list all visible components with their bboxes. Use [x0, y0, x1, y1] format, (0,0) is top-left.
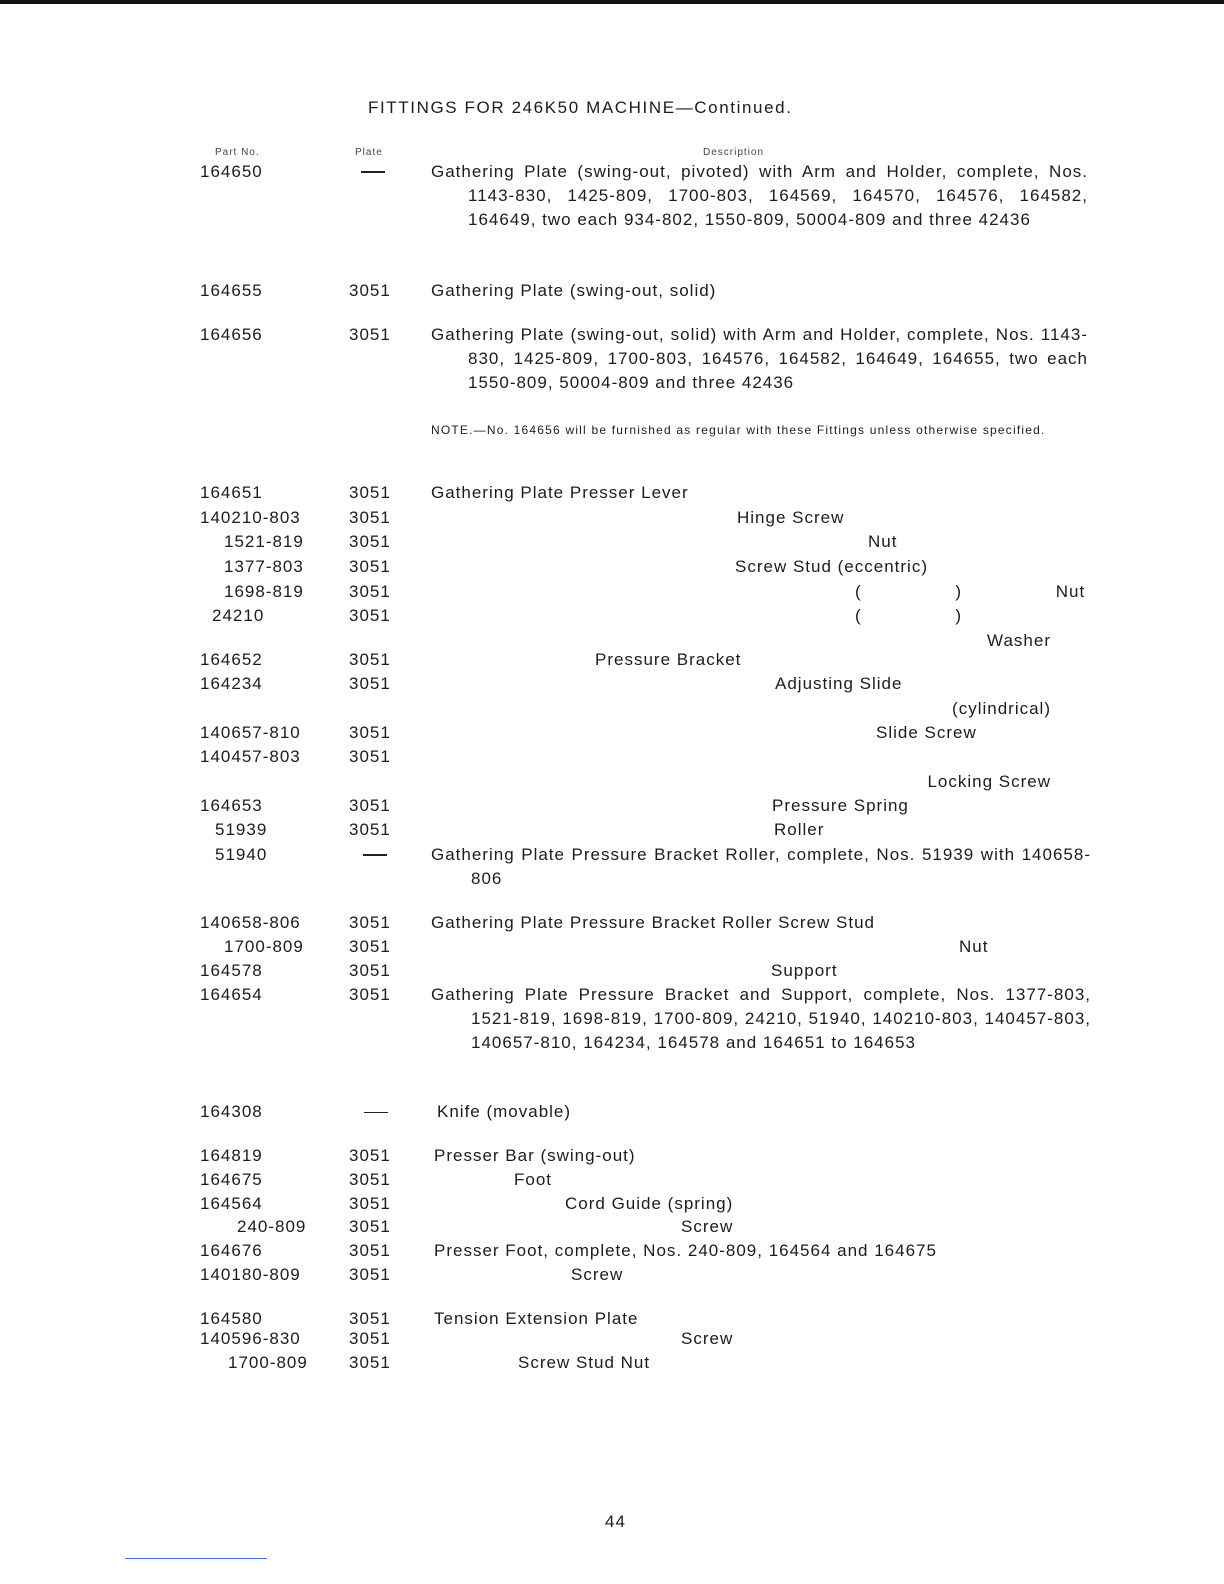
plate: 3051 [349, 796, 391, 815]
description: Gathering Plate (swing-out, solid) [431, 281, 717, 300]
description: Roller [774, 820, 825, 839]
plate-dash [349, 843, 409, 867]
part-number: 164656 [200, 325, 263, 344]
footer-rule [125, 1558, 267, 1559]
description: ( ) Nut [855, 582, 1086, 601]
plate: 3051 [349, 281, 391, 300]
plate: 3051 [349, 1194, 391, 1213]
description: Gathering Plate Pressure Bracket Roller Screw Stud [431, 913, 876, 932]
plate: 3051 [349, 1353, 391, 1372]
description: Gathering Plate Pressure Bracket and Support, complete, Nos. 1377-803, 1521-819, 1698-819, 1700-809, 24210, 51940, 140210-803, 140457-803, 140657-810, 164234, 164578 and 164651 to 164653 [431, 985, 1091, 1052]
part-number: 140210-803 [200, 508, 301, 527]
plate: 3051 [349, 650, 391, 669]
part-number: 164652 [200, 650, 263, 669]
part-number: 140596-830 [200, 1329, 301, 1348]
part-number: 51940 [215, 845, 268, 864]
part-number: 140657-810 [200, 723, 301, 742]
part-number: 1377-803 [224, 557, 304, 576]
plate: 3051 [349, 937, 391, 956]
part-number: 164308 [200, 1102, 263, 1121]
part-number: 164650 [200, 162, 263, 181]
part-number: 140180-809 [200, 1265, 301, 1284]
description: Cord Guide (spring) [565, 1194, 734, 1213]
description: Presser Foot, complete, Nos. 240-809, 164564 and 164675 [434, 1241, 937, 1260]
part-number: 1700-809 [228, 1353, 308, 1372]
plate: 3051 [349, 961, 391, 980]
description: Knife (movable) [437, 1102, 572, 1121]
description: Nut [959, 937, 989, 956]
part-number: 24210 [212, 606, 265, 625]
part-number: 164676 [200, 1241, 263, 1260]
part-number: 164578 [200, 961, 263, 980]
plate: 3051 [349, 325, 391, 344]
part-number: 140658-806 [200, 913, 301, 932]
plate: 3051 [349, 1329, 391, 1348]
page-number: 44 [605, 1512, 626, 1531]
description: Pressure Bracket [595, 650, 742, 669]
plate: 3051 [349, 1265, 391, 1284]
description: Screw Stud Nut [518, 1353, 651, 1372]
plate: 3051 [349, 1170, 391, 1189]
part-number: 164675 [200, 1170, 263, 1189]
plate: 3051 [349, 747, 391, 766]
description: Screw [571, 1265, 624, 1284]
description: Tension Extension Plate [434, 1309, 639, 1328]
description: Washer [987, 631, 1051, 650]
part-number: 164234 [200, 674, 263, 693]
plate: 3051 [349, 674, 391, 693]
part-number: 164655 [200, 281, 263, 300]
plate: 3051 [349, 913, 391, 932]
header-description: Description [703, 147, 765, 158]
description: Support [771, 961, 838, 980]
description: Slide Screw [876, 723, 977, 742]
plate: 3051 [349, 606, 391, 625]
part-number: 1700-809 [224, 937, 304, 956]
plate: 3051 [349, 985, 391, 1004]
part-number: 240-809 [237, 1217, 307, 1236]
description: Nut [868, 532, 898, 551]
note-text: NOTE.—No. 164656 will be furnished as regular with these Fittings unless otherwise specified. [431, 423, 1046, 437]
part-number: 1521-819 [224, 532, 304, 551]
part-number: 164564 [200, 1194, 263, 1213]
plate: 3051 [349, 483, 391, 502]
plate: 3051 [349, 723, 391, 742]
description: Screw Stud (eccentric) [735, 557, 928, 576]
description: ( ) [855, 606, 963, 625]
plate: 3051 [349, 1309, 391, 1328]
description: Screw [681, 1217, 734, 1236]
description: Adjusting Slide [775, 674, 903, 693]
header-part-no: Part No. [215, 147, 260, 158]
plate: 3051 [349, 557, 391, 576]
page-title: FITTINGS FOR 246K50 MACHINE—Continued. [368, 98, 793, 117]
part-number: 51939 [215, 820, 268, 839]
part-number: 140457-803 [200, 747, 301, 766]
description: Gathering Plate Presser Lever [431, 483, 689, 502]
description: Presser Bar (swing-out) [434, 1146, 636, 1165]
part-number: 1698-819 [224, 582, 304, 601]
plate-dash [347, 160, 407, 184]
part-number: 164580 [200, 1309, 263, 1328]
plate: 3051 [349, 1241, 391, 1260]
plate: 3051 [349, 532, 391, 551]
description: Foot [514, 1170, 553, 1189]
part-number: 164653 [200, 796, 263, 815]
header-plate: Plate [355, 147, 383, 158]
description: Gathering Plate (swing-out, pivoted) with Arm and Holder, complete, Nos. 1143-830, 1425-809, 1700-803, 164569, 164570, 164576, 164582, 164649, two each 934-802, 1550-809, 50004-809 and three 42436 [431, 162, 1088, 229]
plate: 3051 [349, 820, 391, 839]
description: (cylindrical) [952, 699, 1051, 718]
description: Pressure Spring [772, 796, 909, 815]
plate: 3051 [349, 508, 391, 527]
description: Hinge Screw [737, 508, 845, 527]
part-number: 164819 [200, 1146, 263, 1165]
part-number: 164651 [200, 483, 263, 502]
description: Locking Screw [927, 772, 1051, 791]
part-number: 164654 [200, 985, 263, 1004]
plate: 3051 [349, 582, 391, 601]
top-rule [0, 0, 1224, 4]
plate: 3051 [349, 1146, 391, 1165]
plate-dash [350, 1100, 410, 1124]
description: Screw [681, 1329, 734, 1348]
description: Gathering Plate (swing-out, solid) with Arm and Holder, complete, Nos. 1143-830, 1425-809, 1700-803, 164576, 164582, 164649, 164655, two each 1550-809, 50004-809 and three 42436 [431, 325, 1088, 392]
plate: 3051 [349, 1217, 391, 1236]
description: Gathering Plate Pressure Bracket Roller, complete, Nos. 51939 with 140658-806 [431, 845, 1091, 888]
